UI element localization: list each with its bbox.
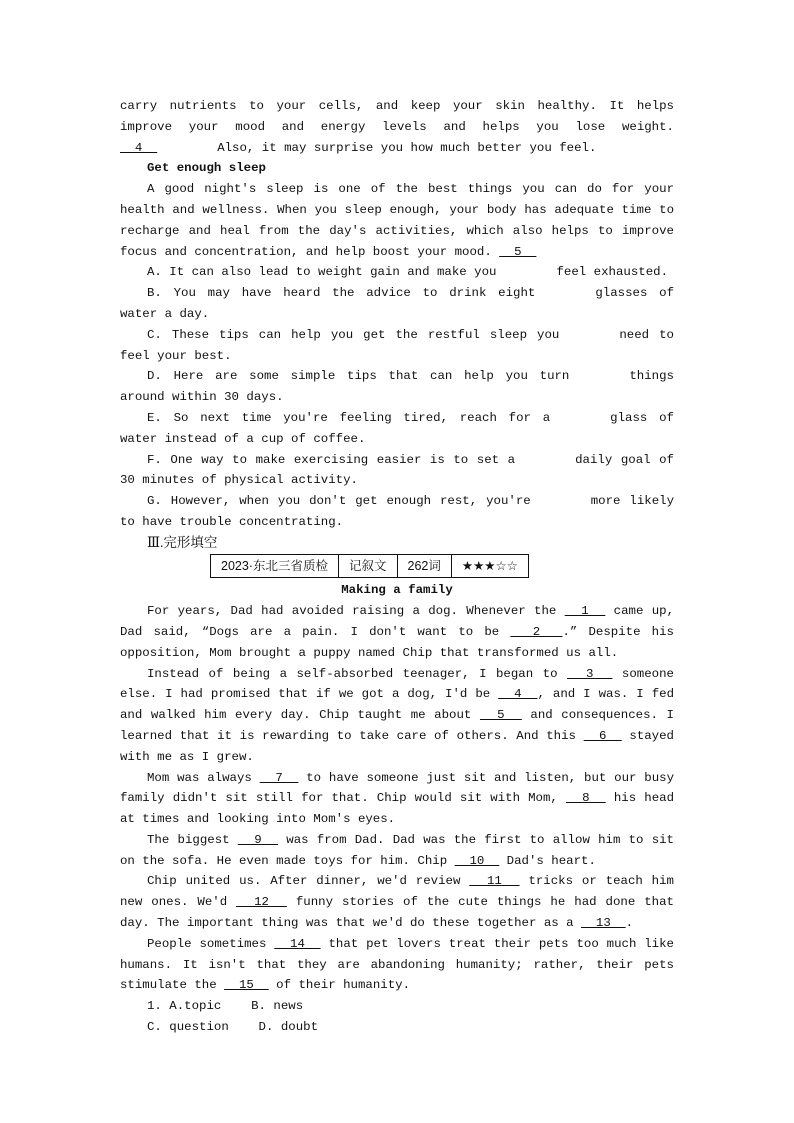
cloze-paragraph-3: Mom was always 7 to have someone just sit and listen, but our busy family didn't sit still for that. Chip would sit with Mom, 8 his head at times and looking into Mom's eyes. — [120, 770, 675, 827]
cloze-paragraph-4: The biggest 9 was from Dad. Dad was the first to allow him to sit on the sofa. He even made toys for him. Chip 10 Dad's heart. — [120, 832, 674, 868]
option-a: A. It can also lead to weight gain and make you feel exhausted. — [147, 265, 669, 280]
blank-11[interactable]: 11 — [469, 874, 520, 889]
cloze-paragraph-2: Instead of being a self-absorbed teenager, I began to 3 someone else. I had promised that if we got a dog, I'd be 4 , and I was. I fed and walked him every day. Chip taught me about 5 and consequences. I learned that it is rewarding to take care of others. And this 6 stayed with me as I grew. — [120, 666, 675, 764]
blank-5[interactable]: 5 — [479, 708, 522, 723]
blank-10[interactable]: 10 — [454, 853, 500, 868]
document-page — [120, 96, 674, 1038]
blank-9[interactable]: 9 — [237, 832, 279, 847]
text: Also, it may surprise you how much better you feel. — [217, 140, 597, 155]
option-f: F. One way to make exercising easier is to set a daily goal of 30 minutes of physical activity. — [120, 452, 674, 488]
blank-1[interactable]: 1 — [564, 604, 606, 619]
option-b: B. You may have heard the advice to drink eight glasses of water a day. — [120, 286, 674, 321]
blank-4[interactable]: 4 — [498, 687, 538, 702]
blank-8[interactable]: 8 — [565, 791, 606, 806]
option-d: D. Here are some simple tips that can help you turn things around within 30 days. — [120, 369, 674, 405]
question-1-line-1: 1. A.topic B. news — [147, 999, 304, 1014]
blank-2[interactable]: 2 — [510, 624, 563, 639]
blank-6[interactable]: 6 — [583, 728, 622, 743]
meta-word-count: 262词 — [397, 554, 451, 578]
option-e: E. So next time you're feeling tired, reach for a glass of water instead of a cup of coffee. — [120, 410, 674, 446]
question-1-line-2: C. question D. doubt — [147, 1020, 319, 1035]
options-list — [120, 262, 674, 532]
meta-table — [210, 554, 529, 579]
blank-5[interactable]: 5 — [499, 244, 537, 259]
passage-title: Making a family — [341, 583, 453, 598]
blank-15[interactable]: 15 — [224, 978, 269, 993]
blank-12[interactable]: 12 — [236, 895, 287, 910]
text: carry nutrients to your cells, and keep your skin healthy. It helps improve your mood and energy levels and helps you lose weight. — [120, 99, 674, 134]
paragraph-sleep — [120, 179, 674, 262]
meta-genre: 记叙文 — [338, 554, 397, 578]
paragraph-water — [120, 96, 674, 158]
option-g: G. However, when you don't get enough rest, you're more likely to have trouble concentrating. — [120, 494, 675, 529]
blank-4[interactable]: 4 — [120, 140, 158, 155]
blank-3[interactable]: 3 — [567, 666, 613, 681]
meta-source: 2023·东北三省质检 — [211, 554, 339, 578]
blank-7[interactable]: 7 — [259, 770, 299, 785]
cloze-paragraph-6: People sometimes 14 that pet lovers treat their pets too much like humans. It isn't that they are abandoning humanity; rather, their pets stimulate the 15 of their humanity. — [120, 936, 674, 993]
heading-sleep: Get enough sleep — [147, 161, 266, 176]
cloze-paragraph-1: For years, Dad had avoided raising a dog. Whenever the 1 came up, Dad said, “Dogs are a pain. I don't want to be 2 .” Despite his opposition, Mom brought a puppy named Chip that transformed us all. — [120, 604, 675, 660]
section-heading: Ⅲ.完形填空 — [147, 534, 218, 550]
option-c: C. These tips can help you get the restful sleep you need to feel your best. — [120, 327, 674, 363]
text: A good night's sleep is one of the best things you can do for your health and wellness. When you sleep enough, your body has adequate time to recharge and heal from the day's activities, which also helps to improve focus and concentration, and help boost your mood. — [120, 182, 674, 259]
meta-difficulty: ★★★☆☆ — [451, 554, 528, 578]
cloze-paragraph-5: Chip united us. After dinner, we'd review 11 tricks or teach him new ones. We'd 12 funny stories of the cute things he had done that day. The important thing was that we'd do these together as a 13 . — [120, 874, 674, 931]
blank-14[interactable]: 14 — [274, 936, 321, 951]
blank-13[interactable]: 13 — [581, 916, 626, 931]
